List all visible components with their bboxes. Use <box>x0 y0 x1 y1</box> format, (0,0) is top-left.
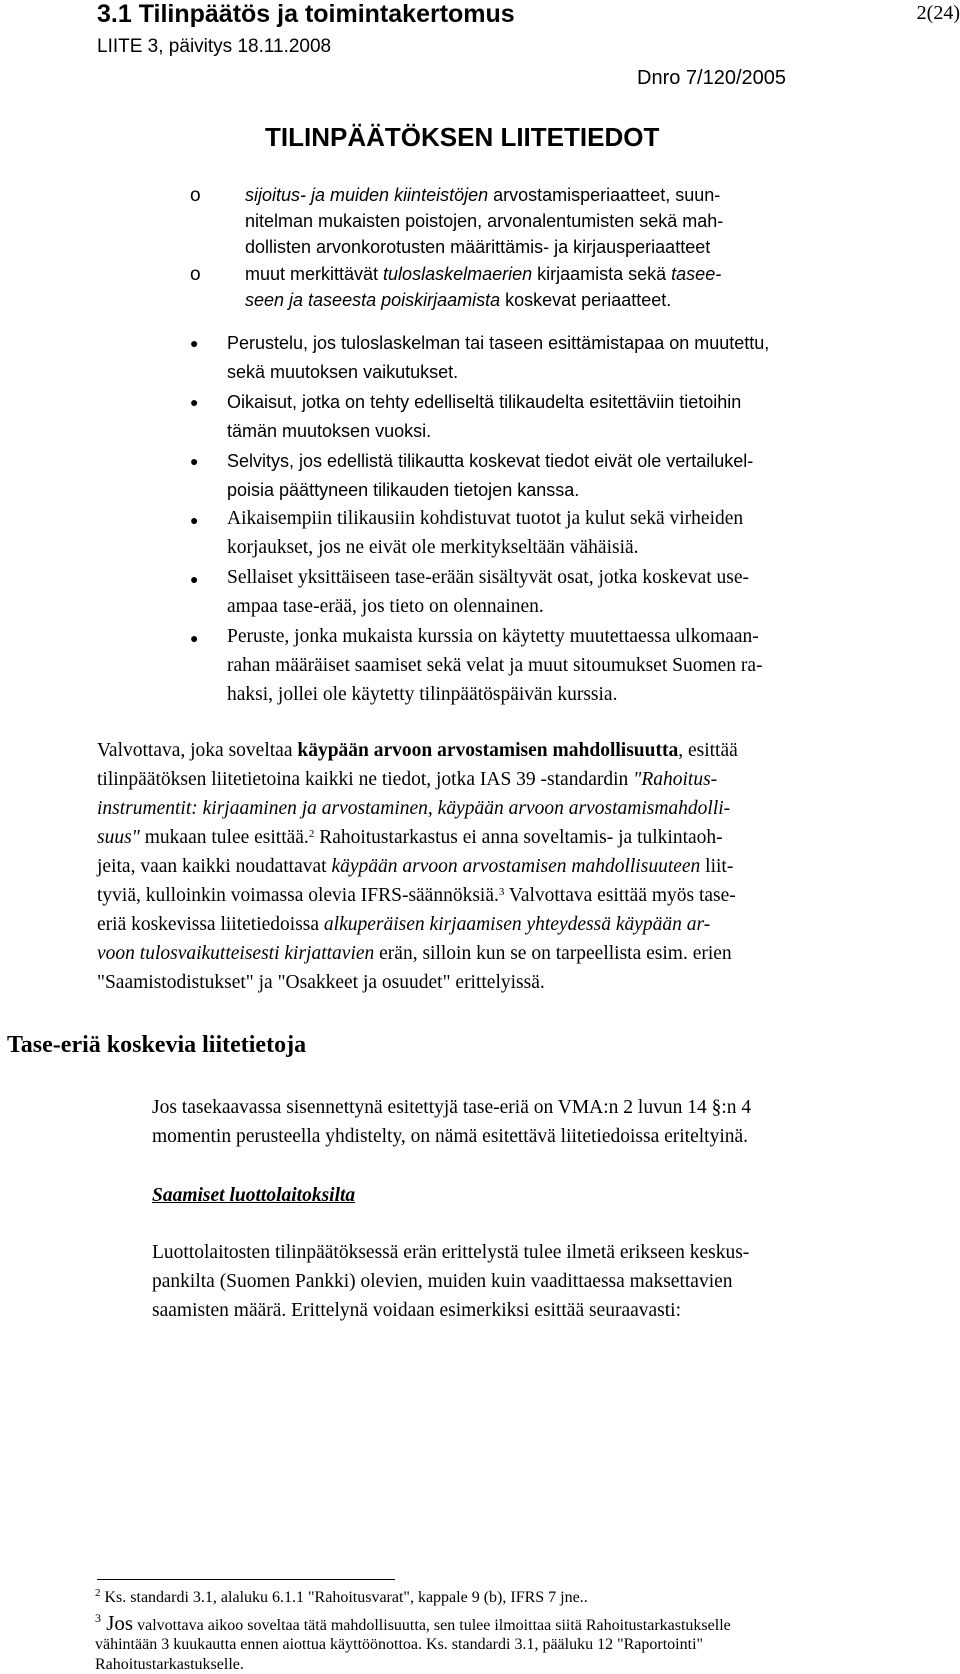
document-reference-number: Dnro 7/120/2005 <box>637 67 787 89</box>
text-span: Rahoitustarkastus ei anna soveltamis- ja tulkintaoh- <box>314 827 723 848</box>
subheading-text: Saamiset luottolaitoksilta <box>152 1185 356 1206</box>
bullet-marker: ● <box>190 396 199 411</box>
text-span: tyviä, kulloinkin voimassa olevia IFRS-säännöksiä. <box>97 885 499 906</box>
italic-text: tuloslaskelmaerien <box>383 264 533 284</box>
footnote-text: Jos <box>101 1611 134 1635</box>
italic-text: suus" <box>97 827 140 848</box>
sub-item-line <box>245 185 720 206</box>
paragraph-line <box>97 798 730 820</box>
bullet-line: Perustelu, jos tuloslaskelman tai taseen esittämistapaa on muutettu, <box>227 333 770 353</box>
text-span: tilinpäätöksen liitetietoina kaikki ne tiedot, jotka IAS 39 -standardin <box>97 769 634 790</box>
footnote-3-line: vähintään 3 kuukautta ennen aiottua käyttöönottoa. Ks. standardi 3.1, pääluku 12 "Raportointi" <box>95 1636 704 1653</box>
text-span: , esittää <box>678 740 738 761</box>
footnote-ref: 2 <box>308 828 315 840</box>
page-title: TILINPÄÄTÖKSEN LIITETIEDOT <box>265 122 660 152</box>
bullet-marker: ● <box>190 455 199 470</box>
paragraph-line <box>97 943 732 965</box>
bullet-line: tämän muutoksen vuoksi. <box>227 421 432 441</box>
text-span: liit- <box>700 856 734 877</box>
text-span: mukaan tulee esittää. <box>139 827 309 848</box>
text-span: kirjaamista sekä <box>532 264 672 284</box>
footnote-3 <box>95 1611 731 1636</box>
sub-item-line: dollisten arvonkorotusten määrittämis- ja kirjausperiaatteet <box>245 237 711 257</box>
text-span: muut merkittävät <box>245 264 384 284</box>
bullet-line: Sellaiset yksittäiseen tase-erään sisältyvät osat, jotka koskevat use- <box>227 567 750 588</box>
text-span: Valvottava esittää myös tase- <box>504 885 736 906</box>
paragraph-line <box>97 740 738 762</box>
paragraph-line <box>97 914 710 936</box>
paragraph-line <box>97 827 723 849</box>
italic-text: "Rahoitus- <box>633 769 718 790</box>
text-span: eriä koskevissa liitetiedoissa <box>97 914 324 935</box>
bullet-line: korjaukset, jos ne eivät ole merkitykseltään vähäisiä. <box>227 537 639 558</box>
italic-text: seen ja taseesta poiskirjaamista <box>245 290 501 310</box>
bullet-line: rahan määräiset saamiset sekä velat ja muut sitoumukset Suomen ra- <box>227 655 763 676</box>
bullet-line: Selvitys, jos edellistä tilikautta koskevat tiedot eivät ole vertailukel- <box>227 451 754 471</box>
footnote-2 <box>95 1589 588 1607</box>
sub-item-line: nitelman mukaisten poistojen, arvonalentumisten sekä mah- <box>245 211 724 231</box>
italic-text: käypään arvoon arvostamisen mahdollisuuteen <box>331 856 701 877</box>
bullet-line: ampaa tase-erää, jos tieto on olennainen. <box>227 596 544 617</box>
bullet-line: haksi, jollei ole käytetty tilinpäätöspäivän kurssia. <box>227 684 618 705</box>
list-circle-marker: o <box>190 185 201 206</box>
bullet-line: Peruste, jonka mukaista kurssia on käytetty muutettaessa ulkomaan- <box>227 626 759 647</box>
document-header-subtitle: LIITE 3, päivitys 18.11.2008 <box>97 36 332 57</box>
sub-item-line <box>245 290 671 311</box>
footnote-text: valvottava aikoo soveltaa tätä mahdollisuutta, sen tulee ilmoittaa siitä Rahoitustarkastukselle <box>133 1617 731 1634</box>
italic-text: voon tulosvaikutteisesti kirjattavien <box>97 943 375 964</box>
bullet-marker: ● <box>190 632 199 647</box>
paragraph-line: momentin perusteella yhdistelty, on nämä esitettävä liitetiedoissa eriteltyinä. <box>152 1126 749 1147</box>
section-heading: Tase-eriä koskevia liitetietoja <box>7 1032 307 1058</box>
italic-text: sijoitus- ja muiden kiinteistöjen <box>245 185 489 205</box>
paragraph-line <box>97 769 717 791</box>
page-number: 2(24) <box>916 2 960 24</box>
text-span: koskevat periaatteet. <box>500 290 672 310</box>
text-span: jeita, vaan kaikki noudattavat <box>97 856 332 877</box>
bullet-marker: ● <box>190 573 199 588</box>
italic-text: tasee- <box>671 264 722 284</box>
text-span: arvostamisperiaatteet, suun- <box>488 185 721 205</box>
footnote-text: Ks. standardi 3.1, alaluku 6.1.1 "Rahoitusvarat", kappale 9 (b), IFRS 7 jne.. <box>100 1589 588 1606</box>
footnote-number: 3 <box>95 1611 101 1625</box>
bullet-line: Oikaisut, jotka on tehty edelliseltä tilikaudelta esitettäviin tietoihin <box>227 392 742 412</box>
paragraph-line: saamisten määrä. Erittelynä voidaan esimerkiksi esittää seuraavasti: <box>152 1300 682 1321</box>
list-circle-marker: o <box>190 264 201 285</box>
bullet-line: Aikaisempiin tilikausiin kohdistuvat tuotot ja kulut sekä virheiden <box>227 508 744 529</box>
paragraph-line <box>97 856 733 878</box>
sub-item-line <box>245 264 721 285</box>
footnote-separator <box>97 1579 395 1580</box>
paragraph-line <box>97 885 736 907</box>
footnote-3-line: Rahoitustarkastukselle. <box>95 1656 244 1673</box>
footnote-ref: 3 <box>498 886 505 898</box>
bullet-marker: ● <box>190 337 199 352</box>
italic-text: instrumentit: kirjaaminen ja arvostaminen, käypään arvoon arvostamismahdolli- <box>97 798 731 819</box>
footnote-number: 2 <box>95 1587 101 1599</box>
text-span: erän, silloin kun se on tarpeellista esim. erien <box>374 943 732 964</box>
document-header-title: 3.1 Tilinpäätös ja toimintakertomus <box>97 0 515 28</box>
bold-text: käypään arvoon arvostamisen mahdollisuutta <box>297 740 679 761</box>
italic-text: alkuperäisen kirjaamisen yhteydessä käypään ar- <box>323 914 711 935</box>
paragraph-line: Jos tasekaavassa sisennettynä esitettyjä tase-eriä on VMA:n 2 luvun 14 §:n 4 <box>152 1097 752 1118</box>
bullet-line: sekä muutoksen vaikutukset. <box>227 362 459 382</box>
bullet-marker: ● <box>190 514 199 529</box>
text-span: Valvottava, joka soveltaa <box>97 740 298 761</box>
paragraph-line: "Saamistodistukset" ja "Osakkeet ja osuudet" erittelyissä. <box>97 972 545 993</box>
subheading <box>152 1185 355 1207</box>
paragraph-line: pankilta (Suomen Pankki) olevien, muiden kuin vaadittaessa maksettavien <box>152 1271 733 1292</box>
bullet-line: poisia päättyneen tilikauden tietojen kanssa. <box>227 480 580 500</box>
paragraph-line: Luottolaitosten tilinpäätöksessä erän erittelystä tulee ilmetä erikseen keskus- <box>152 1242 750 1263</box>
